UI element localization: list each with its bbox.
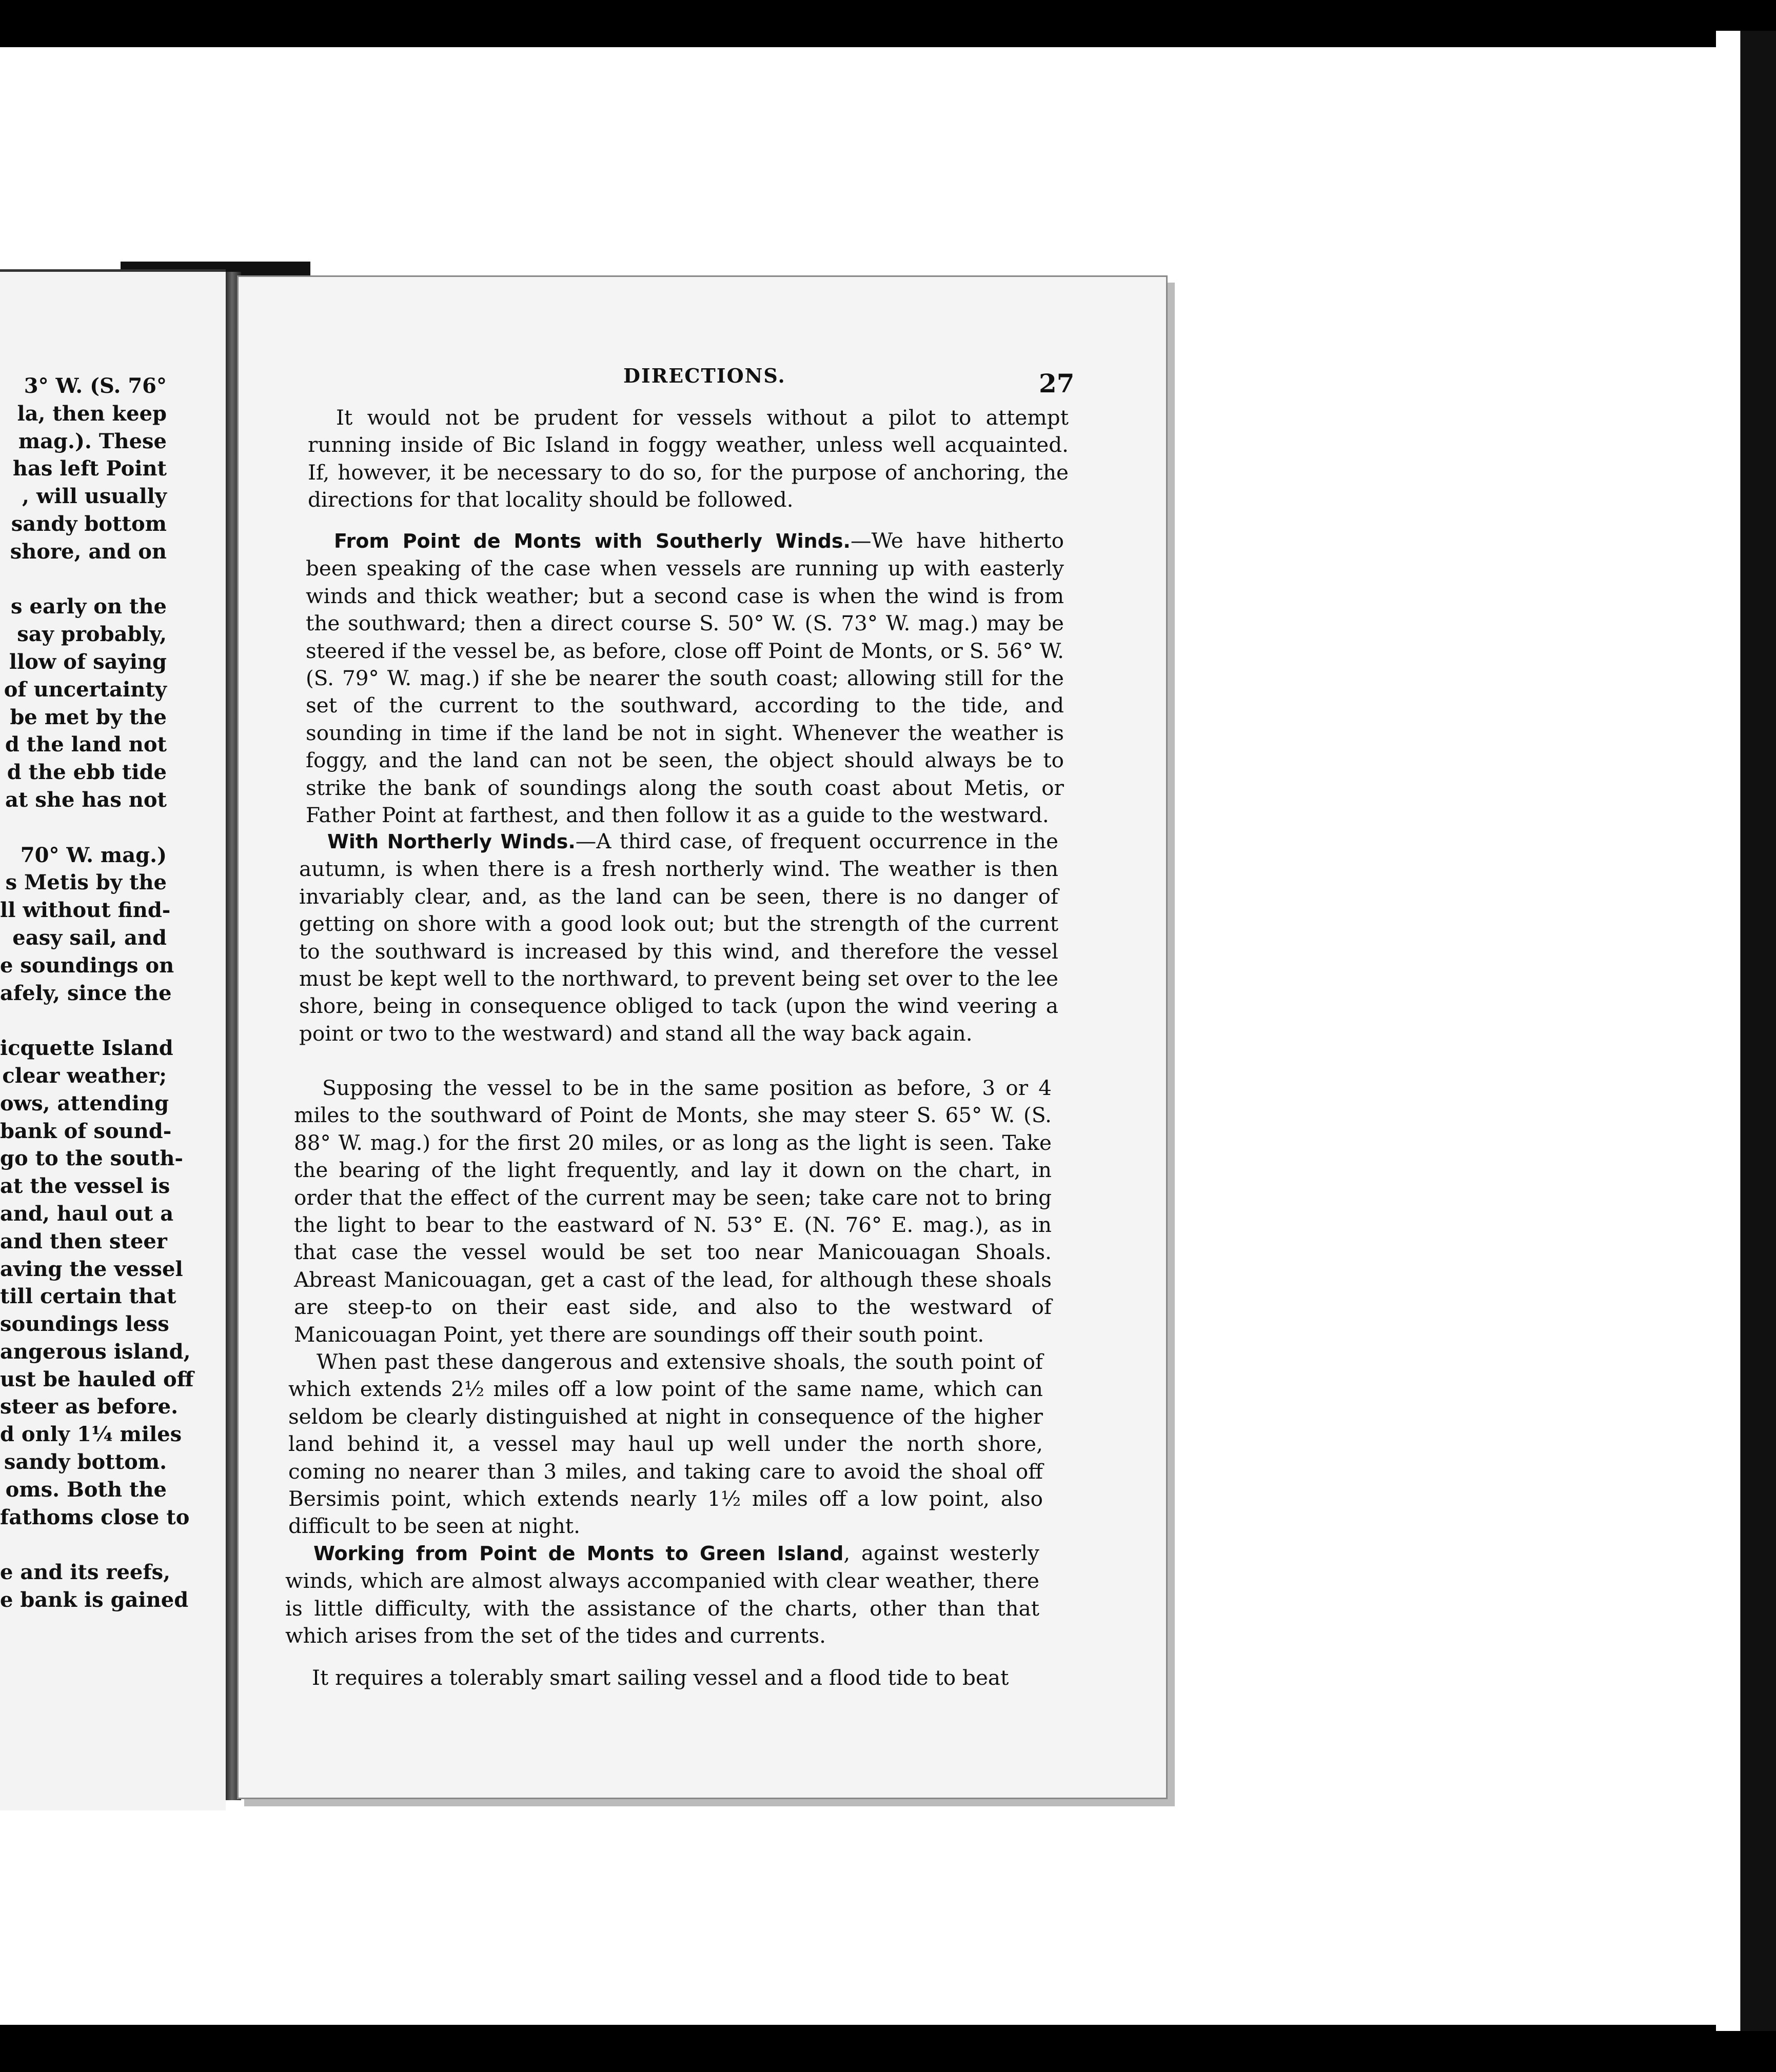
paragraph-text: When past these dangerous and extensive shoals, the south point of which extends 2½ miles off a low point of the same name, which can seldom be clearly distinguished at night in consequence of the higher land behind it, a vessel may haul up well under the north shore, coming no nearer than 3 miles, and taking care to avoid the shoal off Bersimis point, which extends nearly 1½ miles off a low point, also difficult to be seen at night.: [288, 1349, 1043, 1539]
running-head: DIRECTIONS.: [623, 364, 786, 387]
left-page-line: d the ebb tide: [7, 760, 167, 785]
left-page-line: angerous island,: [0, 1339, 191, 1364]
paragraph-southerly-winds: [306, 527, 1064, 829]
left-page-line: bank of sound-: [0, 1119, 172, 1143]
left-page-line: and, haul out a: [0, 1201, 174, 1226]
left-page-line: at she has not: [5, 787, 167, 812]
left-page-line: e bank is gained: [0, 1588, 189, 1612]
left-page-line: and then steer: [0, 1229, 167, 1253]
left-page-line: [0, 1531, 167, 1559]
left-page-line: till certain that: [0, 1284, 176, 1309]
paragraph-supposing: [294, 1074, 1052, 1348]
left-page-line: sandy bottom: [11, 511, 167, 536]
left-page-line: clear weather;: [2, 1063, 167, 1088]
paragraph-text: —A third case, of frequent occurrence in the autumn, is when there is a fresh northerly wind. The weather is then invariably clear, and, as the land can be seen, there is no danger of getting on shore with a good look out; but the strength of the current to the southward is increased by this wind, and therefore the vessel must be kept well to the northward, to prevent being set over to the lee shore, being in consequence obliged to tack (upon the wind veering a point or two to the westward) and stand all the way back again.: [299, 829, 1058, 1046]
left-page-line: , will usually: [22, 484, 167, 509]
left-page-line: 3° W. (S. 76°: [24, 374, 167, 398]
scan-border-right: [1716, 31, 1776, 2031]
left-page-line: go to the south-: [0, 1146, 184, 1171]
paragraph-text: It would not be prudent for vessels without a pilot to attempt running inside of Bic Island in foggy weather, unless well acquainted. If, however, it be necessary to do so, for the purpose of anchoring, the directions for that locality should be followed.: [308, 405, 1069, 512]
page-number: 27: [1039, 368, 1075, 399]
left-page-line: of uncertainty: [4, 677, 167, 702]
left-page-line: mag.). These: [18, 429, 167, 453]
left-page-line: s early on the: [11, 594, 167, 619]
left-page-line: sandy bottom.: [4, 1450, 167, 1475]
left-page-line: 70° W. mag.): [20, 843, 167, 867]
paragraph-northerly-winds: [299, 828, 1058, 1047]
left-page-line: e soundings on: [0, 953, 174, 978]
left-page-line: has left Point: [12, 456, 167, 481]
left-page-line: say probably,: [17, 622, 167, 647]
left-page-line: [0, 814, 167, 842]
scan-border-bottom: [0, 2025, 1776, 2072]
section-heading-northerly: With Northerly Winds.: [327, 830, 576, 853]
left-page-line: steer as before.: [0, 1394, 179, 1419]
left-page-line: shore, and on: [10, 539, 167, 564]
left-page-text: [0, 372, 194, 1614]
left-page-line: d the land not: [5, 732, 167, 757]
left-page-line: aving the vessel: [0, 1257, 183, 1281]
left-page-fragment: [0, 269, 226, 1810]
left-page-line: [0, 566, 167, 593]
left-page-line: ows, attending: [0, 1091, 169, 1115]
section-heading-southerly: From Point de Monts with Southerly Winds.: [334, 530, 851, 552]
paragraph-text: , against westerly winds, which are almost always accompanied with clear weather, there is little difficulty, with the assistance of the charts, other than that which arises from the set of the tides and currents.: [285, 1541, 1039, 1648]
paragraph-smart-sailing: [284, 1664, 1038, 1691]
left-page-line: afely, since the: [0, 981, 172, 1005]
left-page-line: icquette Island: [0, 1036, 173, 1061]
left-page-line: oms. Both the: [5, 1477, 167, 1502]
paragraph-text: —We have hitherto been speaking of the case when vessels are running up with easterly winds and thick weather; but a second case is when the wind is from the southward; then a direct course S. 50° W. (S. 73° W. mag.) may be steered if the vessel be, as before, close off Point de Monts, or S. 56° W. (S. 79° W. mag.) if she be nearer the south coast; allowing still for the set of the current to the southward, according to the tide, and sounding in time if the land be not in sight. Whenever the weather is foggy, and the land can not be seen, the object should always be to strike the bank of soundings along the south coast about Metis, or Father Point at farthest, and then follow it as a guide to the westward.: [306, 528, 1064, 828]
paragraph-shoals: [288, 1348, 1043, 1540]
left-page-line: ust be hauled off: [0, 1367, 194, 1391]
paragraph-bic-island: [308, 404, 1069, 514]
left-page-line: [0, 1007, 167, 1034]
left-page-line: soundings less: [0, 1312, 169, 1337]
left-page-line: ll without find-: [0, 898, 171, 923]
left-page-line: at the vessel is: [0, 1174, 170, 1199]
paragraph-text: It requires a tolerably smart sailing vessel and a flood tide to beat: [312, 1665, 1009, 1690]
left-page-line: e and its reefs,: [0, 1560, 171, 1585]
left-page-line: easy sail, and: [12, 925, 167, 950]
paragraph-green-island: [285, 1540, 1039, 1650]
section-heading-green-island: Working from Point de Monts to Green Island: [313, 1542, 844, 1565]
scan-border-top: [0, 0, 1776, 47]
left-page-line: be met by the: [10, 705, 167, 729]
left-page-line: d only 1¼ miles: [0, 1422, 182, 1447]
left-page-line: fathoms close to: [0, 1505, 190, 1529]
left-page-line: llow of saying: [9, 649, 167, 674]
left-page-line: s Metis by the: [5, 870, 167, 895]
left-page-line: la, then keep: [17, 401, 167, 426]
paragraph-text: Supposing the vessel to be in the same position as before, 3 or 4 miles to the southward of Point de Monts, she may steer S. 65° W. (S. 88° W. mag.) for the first 20 miles, or as long as the light is seen. Take the bearing of the light frequently, and lay it down on the chart, in order that the effect of the current may be seen; take care not to bring the light to bear to the eastward of N. 53° E. (N. 76° E. mag.), as in that case the vessel would be set too near Manicouagan Shoals. Abreast Manicouagan, get a cast of the lead, for although these shoals are steep-to on their east side, and also to the westward of Manicouagan Point, yet there are soundings off their south point.: [294, 1075, 1052, 1347]
